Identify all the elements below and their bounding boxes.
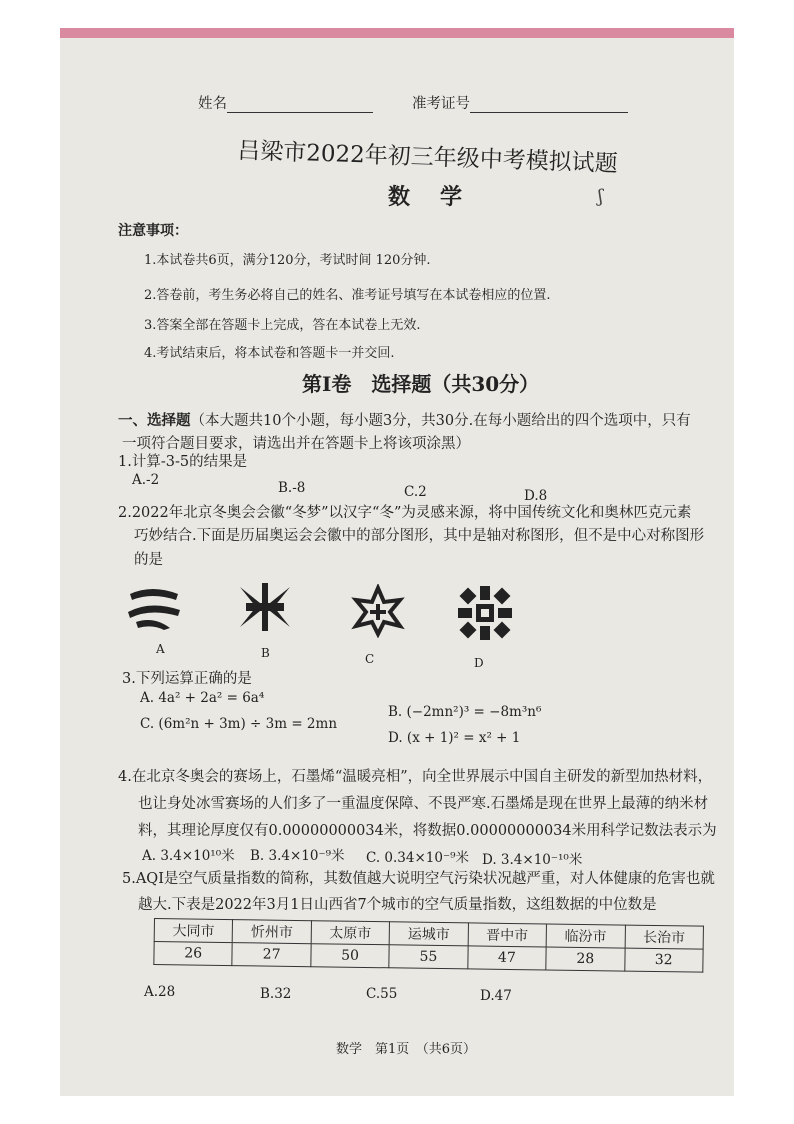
emblem-label-a: A bbox=[156, 642, 165, 656]
q5-option-b: B.32 bbox=[260, 986, 292, 1002]
emblem-label-b: B bbox=[261, 646, 270, 660]
question-2-line: 的是 bbox=[134, 552, 163, 568]
table-header-cell: 长治市 bbox=[625, 925, 704, 949]
note-item: 4.考试结束后，将本试卷和答题卡一并交回. bbox=[144, 346, 395, 361]
q4-option-c: C. 0.34×10⁻⁹米 bbox=[366, 850, 470, 866]
q5-option-a: A.28 bbox=[144, 984, 176, 1000]
exam-id-label: 准考证号 bbox=[412, 96, 470, 112]
question-4-line: 也让身处冰雪赛场的人们多了一重温度保障、不畏严寒.石墨烯是现在世界上最薄的纳米材 bbox=[138, 796, 709, 812]
q4-option-b: B. 3.4×10⁻⁹米 bbox=[250, 848, 345, 864]
exam-id-blank bbox=[470, 96, 628, 113]
question-4-line: 料，其理论厚度仅有0.00000000034米，将数据0.00000000034米用科学记数法表示为 bbox=[138, 823, 717, 839]
table-cell: 50 bbox=[311, 944, 390, 968]
subject-title: 数学 bbox=[388, 184, 493, 210]
q5-option-d: D.47 bbox=[480, 988, 512, 1004]
section-header bbox=[118, 409, 691, 430]
table-header-cell: 晋中市 bbox=[468, 923, 547, 947]
question-5-line: 5.AQI是空气质量指数的简称，其数值越大说明空气污染状况越严重，对人体健康的危害也就 bbox=[122, 871, 715, 887]
q1-option-d: D.8 bbox=[524, 488, 548, 504]
table-cell: 47 bbox=[468, 946, 547, 970]
emblem-b-icon bbox=[238, 581, 292, 633]
table-cell: 27 bbox=[232, 943, 311, 967]
exam-id-field bbox=[412, 92, 628, 113]
table-header-cell: 太原市 bbox=[311, 921, 390, 945]
q3-option-b: B. (−2mn²)³ = −8m³n⁶ bbox=[388, 704, 542, 720]
table-header-cell: 运城市 bbox=[389, 922, 468, 946]
q1-option-c: C.2 bbox=[404, 484, 427, 500]
question-5-line: 越大.下表是2022年3月1日山西省7个城市的空气质量指数，这组数据的中位数是 bbox=[138, 897, 657, 913]
section-desc-cont: 一项符合题目要求，请选出并在答题卡上将该项涂黑） bbox=[122, 436, 470, 452]
section-label: 一、选择题 bbox=[118, 412, 191, 429]
page-title: 吕梁市2022年初三年级中考模拟试题 bbox=[236, 137, 619, 178]
emblem-c-icon bbox=[350, 584, 406, 638]
question-3-stem: 3.下列运算正确的是 bbox=[122, 671, 252, 687]
q5-option-c: C.55 bbox=[366, 986, 398, 1002]
q4-option-a: A. 3.4×10¹⁰米 bbox=[142, 848, 235, 864]
q4-option-d: D. 3.4×10⁻¹⁰米 bbox=[482, 852, 583, 868]
q1-option-a: A.-2 bbox=[132, 472, 160, 488]
name-blank bbox=[227, 96, 373, 113]
table-cell: 26 bbox=[154, 942, 233, 966]
photo-frame bbox=[60, 28, 734, 1096]
section-desc: （本大题共10个小题，每小题3分，共30分.在每小题给出的四个选项中，只有 bbox=[190, 413, 691, 429]
table-cell: 55 bbox=[389, 945, 468, 969]
emblem-d-icon bbox=[456, 584, 514, 642]
q3-option-c: C. (6m²n + 3m) ÷ 3m = 2mn bbox=[140, 716, 338, 732]
name-field bbox=[198, 92, 373, 113]
part-title: 第Ⅰ卷 选择题（共30分） bbox=[302, 372, 540, 396]
emblem-a-icon bbox=[126, 582, 182, 632]
q3-option-a: A. 4a² + 2a² = 6a⁴ bbox=[140, 690, 265, 706]
table-header-cell: 忻州市 bbox=[233, 920, 312, 944]
q1-option-b: B.-8 bbox=[278, 480, 306, 496]
exam-sheet bbox=[60, 28, 734, 1096]
page-footer: 数学 第1页 （共6页） bbox=[336, 1042, 477, 1057]
table-cell: 32 bbox=[624, 948, 703, 972]
notes-heading: 注意事项： bbox=[118, 223, 188, 239]
question-4-line: 4.在北京冬奥会的赛场上，石墨烯“温暖亮相”，向全世界展示中国自主研发的新型加热材料， bbox=[118, 769, 713, 785]
question-2-line: 2.2022年北京冬奥会会徽“冬梦”以汉字“冬”为灵感来源，将中国传统文化和奥林匹克元素 bbox=[118, 505, 692, 521]
table-header-cell: 大同市 bbox=[154, 919, 233, 943]
emblem-label-d: D bbox=[474, 656, 484, 670]
aqi-table bbox=[153, 918, 704, 973]
question-2-line: 巧妙结合.下面是历届奥运会会徽中的部分图形，其中是轴对称图形，但不是中心对称图形 bbox=[134, 528, 705, 544]
pen-mark: ʃ bbox=[598, 186, 603, 207]
table-cell: 28 bbox=[546, 947, 625, 971]
table-header-cell: 临汾市 bbox=[546, 924, 625, 948]
note-item: 2.答卷前，考生务必将自己的姓名、准考证号填写在本试卷相应的位置. bbox=[144, 288, 551, 303]
name-label: 姓名 bbox=[198, 96, 227, 112]
question-1-stem: 1.计算-3-5的结果是 bbox=[118, 454, 248, 470]
note-item: 3.答案全部在答题卡上完成，答在本试卷上无效. bbox=[144, 318, 421, 333]
q3-option-d: D. (x + 1)² = x² + 1 bbox=[388, 730, 521, 746]
note-item: 1.本试卷共6页，满分120分，考试时间 120分钟. bbox=[144, 253, 431, 268]
emblem-label-c: C bbox=[365, 652, 375, 666]
